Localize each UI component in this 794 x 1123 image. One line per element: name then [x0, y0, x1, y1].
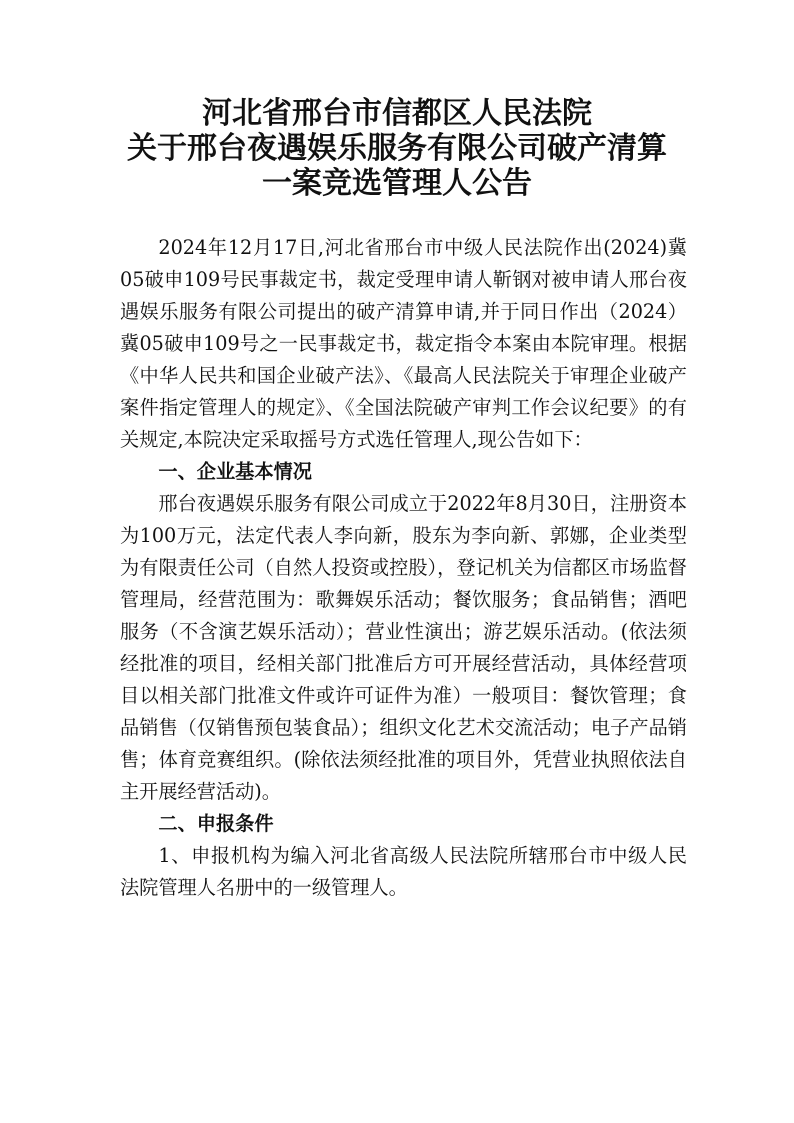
section-1-paragraph: 邢台夜遇娱乐服务有限公司成立于2022年8月30日，注册资本为100万元，法定代表人李向新，股东为李向新、郭娜，企业类型为有限责任公司（自然人投资或控股），登记机关为信都区市场监督管理局，经营范围为：歌舞娱乐活动；餐饮服务；食品销售；酒吧服务（不含演艺娱乐活动）；营业性演出；游艺娱乐活动。(依法须经批准的项目，经相关部门批准后方可开展经营活动，具体经营项目以相关部门批准文件或许可证件为准）一般项目：餐饮管理；食品销售（仅销售预包装食品）；组织文化艺术交流活动；电子产品销售；体育竞赛组织。(除依法须经批准的项目外，凭营业执照依法自主开展经营活动)。: [120, 492, 687, 803]
title-line-2: 关于邢台夜遇娱乐服务有限公司破产清算: [127, 131, 667, 166]
document-title: [90, 96, 704, 201]
section-2-heading: 二、申报条件: [158, 812, 274, 835]
document-body: [120, 232, 687, 904]
intro-paragraph: 2024年12月17日,河北省邢台市中级人民法院作出(2024)冀05破申109号民事裁定书，裁定受理申请人靳钢对被申请人邢台夜遇娱乐服务有限公司提出的破产清算申请,并于同日作出（2024）冀05破申109号之一民事裁定书，裁定指令本案由本院审理。根据《中华人民共和国企业破产法》、《最高人民法院关于审理企业破产案件指定管理人的规定》、《全国法院破产审判工作会议纪要》的有关规定,本院决定采取摇号方式选任管理人,现公告如下：: [120, 236, 687, 451]
title-line-3: 一案竞选管理人公告: [262, 166, 532, 201]
section-1-heading: 一、企业基本情况: [158, 460, 312, 483]
title-line-1: 河北省邢台市信都区人民法院: [202, 96, 592, 131]
section-2-item-1: 1、申报机构为编入河北省高级人民法院所辖邢台市中级人民法院管理人名册中的一级管理人。: [120, 844, 687, 899]
